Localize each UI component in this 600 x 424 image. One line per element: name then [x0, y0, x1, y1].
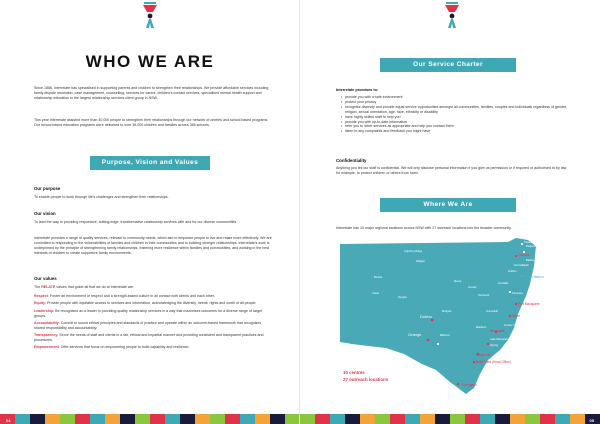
map-label-tamworth: Tamworth	[478, 294, 490, 297]
map-label-moree: Moree	[454, 280, 462, 283]
confidentiality-text: Anything you tell our staff is confidential. We will only disclose personal information if you give us permission or if required or authorised to by law, for example, to protect children or others from harm.	[336, 166, 567, 175]
map-label-mudgee: Mudgee	[442, 310, 452, 313]
where-we-are-banner: Where We Are	[380, 198, 516, 212]
map-label-goonellabah: Goonellabah	[514, 264, 529, 267]
values-list	[34, 294, 272, 350]
promise-heading: Interrelate promises to:	[336, 88, 379, 92]
map-label-wyong: Wyong	[490, 344, 499, 347]
map-label-taree: Taree	[512, 314, 520, 318]
relate-highlight: RELATE	[41, 285, 56, 289]
map-label-forster: Forster-Tuncurry	[504, 324, 524, 327]
map-label-bathurst: Bathurst	[440, 334, 450, 337]
centres-stat: 10 centres	[343, 370, 365, 375]
map-label-kempsey: Kempsey	[512, 292, 523, 295]
map-label-walgett: Walgett	[416, 260, 425, 263]
where-text: Interrelate has 10 major regional locations across NSW with 27 outreach locations into the broader community.	[336, 226, 512, 230]
map-label-dubbo: Dubbo	[420, 314, 432, 319]
value-item-empowerment: Empowerment: Offer services that focus on empowering people to build capability and resilience.	[34, 345, 190, 350]
map-label-newcastle: Newcastle	[490, 329, 505, 333]
intro-paragraph-2: This year Interrelate assisted more than 40,000 people to strengthen their relationships through our network of centres and school based programs. Our school based education programs were delivered to over 36,000 children and families across 366 schools.	[34, 118, 269, 127]
map-label-rouse-hill: Rouse Hill	[476, 353, 491, 357]
map-label-caringbah: Caringbah	[462, 383, 477, 387]
map-label-lismore: Lismore	[518, 253, 530, 257]
service-charter-banner: Our Service Charter	[380, 58, 516, 72]
map-label-lightning-ridge: Lightning Ridge	[404, 250, 423, 253]
map-label-coffs: Coffs Harbour	[524, 275, 544, 279]
map-label-ballina: Ballina	[526, 259, 534, 262]
vision-text-2: Interrelate provides a range of quality services, relevant to community needs, which aim to empower people to live and relate more effectively. We are committed to responding to the vulnerabilities of families and children in their communities and to building stronger relationships. Interrelate’s work is underpinned by the principle of strengthening family relationships, fostering more resilience within families and communities, and working in the best interests of children to create supportive family environments.	[34, 236, 272, 255]
map-label-bella-vista: Bella Vista (Head Office)	[476, 360, 511, 364]
map-label-gunnedah: Gunnedah	[486, 310, 499, 313]
map-label-kingscliff: Kingscliff	[526, 245, 537, 248]
value-item-respect: Respect: Foster an environment of respect and a strength-based culture in all contact with clients and each other.	[34, 294, 215, 298]
promise-item: • refer you to other services as appropriate and help you contact them	[345, 124, 572, 129]
value-item-transparency: Transparency: Serve the needs of staff and clients in a fair, ethical and impartial manner and providing consistent and transparent practices and procedures.	[34, 333, 264, 342]
promise-item: • protect your privacy	[345, 100, 572, 105]
value-item-accountability: Accountability: Commit to sound ethical principles and standards of practice and operate within an outcome-based framework that recognises shared responsibility and accountability.	[34, 320, 262, 330]
confidentiality-heading: Confidentiality	[336, 158, 367, 163]
promise-item: • provide you with up-to-date information	[345, 120, 572, 125]
values-intro: The RELATE values that guide all that we do at Interrelate are:	[34, 285, 135, 289]
map-label-cobar: Cobar	[372, 292, 380, 295]
interrelate-logo	[141, 2, 159, 28]
outreach-stat: 27 outreach locations	[343, 377, 389, 382]
map-label-grafton: Grafton	[508, 270, 517, 273]
map-label-armidale: Armidale	[498, 282, 509, 285]
intro-paragraph-1: Since 1886, Interrelate has specialised in supporting parents and children to strengthen their relationships. We provide affordable services including family dispute resolution, case management, counselling, services for carers, children’s contact services, specialised mental health support and relationship education to the largest relationship services client group in NSW.	[34, 86, 269, 100]
purpose-heading: Our purpose	[34, 186, 61, 191]
promise-item: • listen to any complaints and feedback you might have	[345, 129, 572, 134]
page-number-left: 04	[6, 418, 11, 423]
promise-item: • have highly skilled staff to help you	[345, 115, 572, 120]
page-title: WHO WE ARE	[85, 52, 215, 71]
purpose-vision-values-banner: Purpose, Vision and Values	[90, 156, 210, 170]
map-label-bourke: Bourke	[374, 276, 383, 279]
promise-item: • provide you with a safe environment	[345, 95, 572, 100]
value-item-leadership: Leadership: Be recognised as a leader in providing quality relationship services in a way that maximises outcomes for a diverse range of target groups.	[34, 308, 263, 318]
vision-text-1: To lead the way in providing responsive, cutting-edge, transformative relationship services with and for our diverse communities.	[34, 220, 238, 224]
promise-item: • recognise diversity and provide equal service opportunities amongst all communities, families, couples and individuals regardless of gender, religion, sexual orientation, age, race, ethnicity or disability	[345, 105, 572, 115]
color-footer-bar	[300, 414, 600, 424]
value-item-equity: Equity: Provide people with equitable access to services and information, acknowledging the diversity, needs, rights and worth of all people.	[34, 301, 257, 306]
nsw-map	[338, 236, 558, 396]
page-number-right: 05	[589, 418, 594, 423]
vision-heading: Our vision	[34, 211, 56, 216]
map-label-port-macquarie: Port Macquarie	[518, 302, 540, 306]
promises-list	[340, 95, 572, 134]
map-label-nyngan: Nyngan	[398, 296, 407, 299]
interrelate-logo	[443, 2, 461, 28]
values-heading: Our values	[34, 276, 57, 281]
nsw-map-shape	[340, 238, 536, 394]
map-label-tweed: Tweed Heads	[524, 241, 540, 244]
map-label-inverell: Inverell	[468, 286, 477, 289]
map-label-lake-macquarie: Lake Macquarie	[490, 338, 509, 341]
map-label-maitland: Maitland	[476, 326, 486, 329]
color-footer-bar	[0, 414, 300, 424]
purpose-text: To enable people to work through life’s challenges and strengthen their relationships.	[34, 195, 169, 199]
map-label-orange: Orange	[408, 332, 422, 337]
